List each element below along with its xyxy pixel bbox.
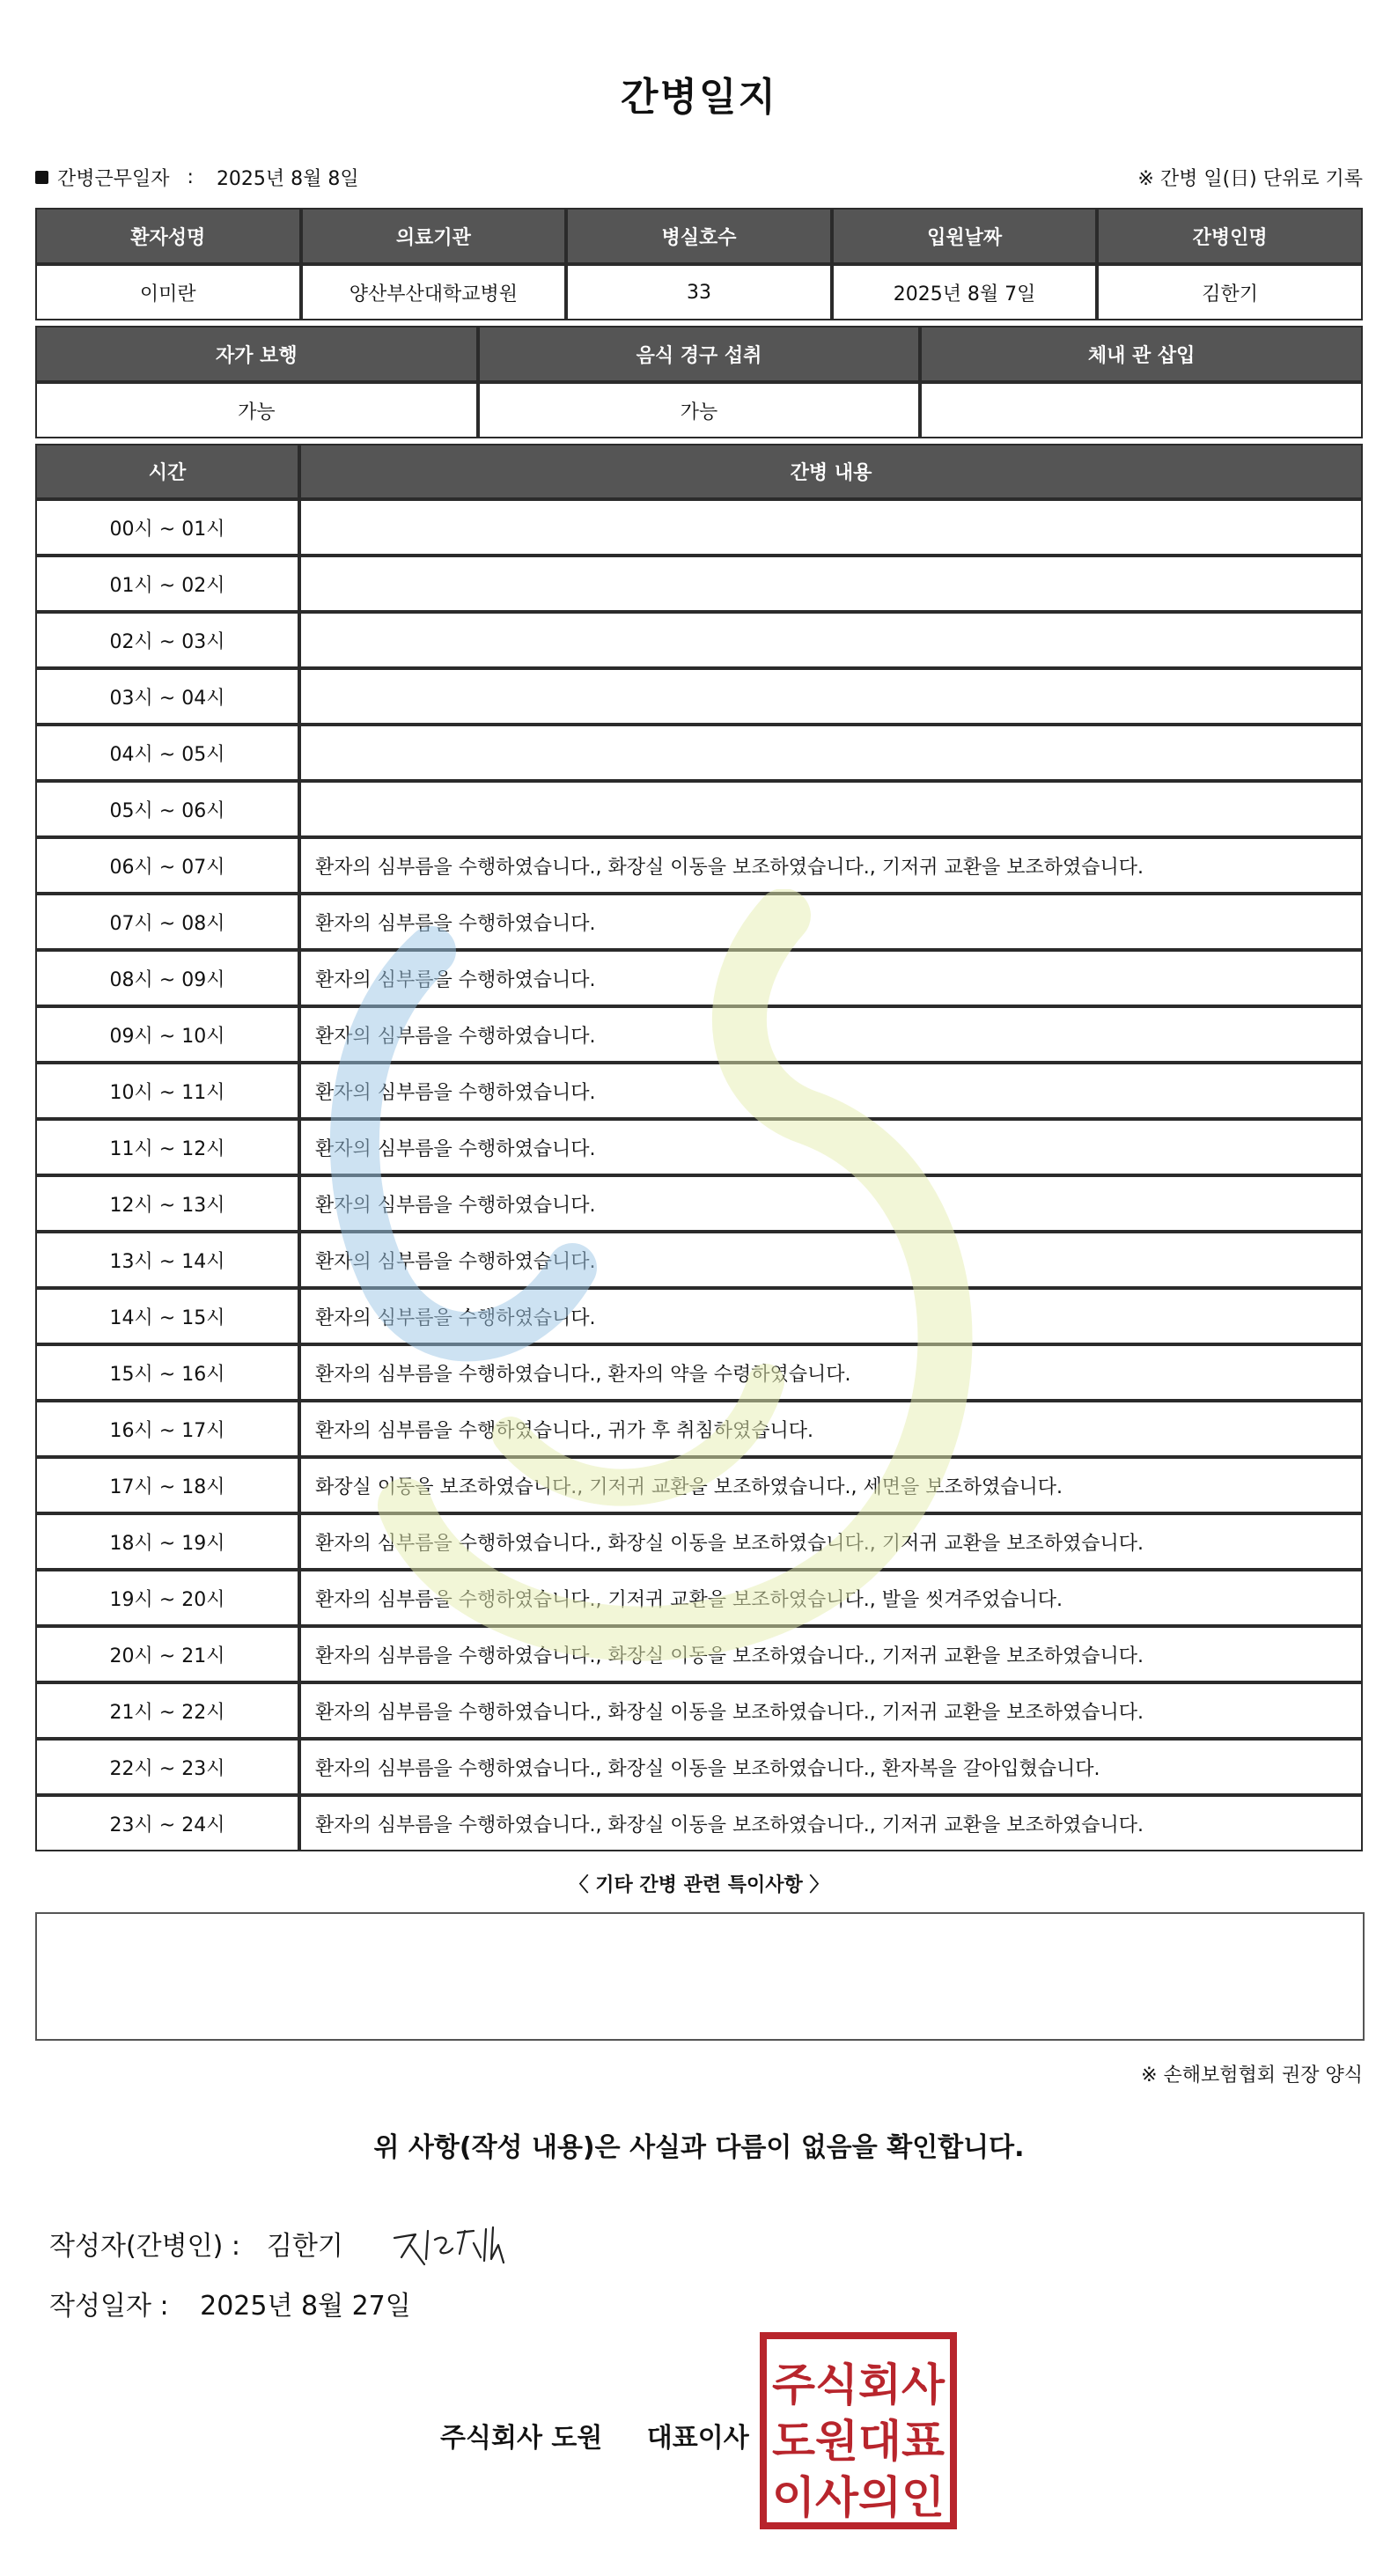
square-bullet-icon: [35, 171, 48, 184]
care-log-content: 환자의 심부름을 수행하였습니다., 화장실 이동을 보조하였습니다., 기저귀 교환을 보조하였습니다.: [299, 1682, 1363, 1739]
care-log-row: [35, 1457, 1363, 1513]
writer-name: 김한기: [266, 2231, 343, 2262]
care-log-time: 23시 ~ 24시: [35, 1795, 299, 1851]
company-seal: [759, 2331, 958, 2530]
care-log-time: 07시 ~ 08시: [35, 894, 299, 950]
company-signoff: [440, 2416, 749, 2455]
care-log-row: [35, 556, 1363, 612]
etc-notes-box: [35, 1912, 1365, 2041]
care-log-time: 06시 ~ 07시: [35, 837, 299, 894]
care-log-content: 환자의 심부름을 수행하였습니다.: [299, 1232, 1363, 1288]
company-name: 주식회사 도원: [440, 2423, 603, 2454]
seal-line-1: 주식회사: [772, 2359, 945, 2410]
care-log-time: 10시 ~ 11시: [35, 1063, 299, 1119]
work-date-colon: :: [187, 166, 194, 188]
care-log-row: [35, 1063, 1363, 1119]
caregiver-name: 김한기: [1097, 264, 1363, 320]
care-log-time: 16시 ~ 17시: [35, 1401, 299, 1457]
care-log-time: 13시 ~ 14시: [35, 1232, 299, 1288]
seal-line-3: 이사의인: [772, 2472, 945, 2523]
care-log-row: [35, 1795, 1363, 1851]
admission-date: 2025년 8월 7일: [832, 264, 1098, 320]
care-log-row: [35, 837, 1363, 894]
care-log-content: 환자의 심부름을 수행하였습니다.: [299, 1063, 1363, 1119]
patient-info-value-row: [35, 264, 1363, 320]
care-log-content: 환자의 심부름을 수행하였습니다.: [299, 894, 1363, 950]
care-log-content: 환자의 심부름을 수행하였습니다., 화장실 이동을 보조하였습니다., 기저귀 교환을 보조하였습니다.: [299, 837, 1363, 894]
care-log-time: 12시 ~ 13시: [35, 1175, 299, 1232]
care-log-row: [35, 1570, 1363, 1626]
care-log-time: 03시 ~ 04시: [35, 668, 299, 725]
care-log-time: 08시 ~ 09시: [35, 950, 299, 1006]
care-log-time: 20시 ~ 21시: [35, 1626, 299, 1682]
care-log-time: 04시 ~ 05시: [35, 725, 299, 781]
header-hospital: 의료기관: [301, 208, 567, 264]
care-log-row: [35, 1232, 1363, 1288]
recommended-form-note: ※ 손해보험협회 권장 양식: [1141, 2064, 1363, 2087]
writer-label: 작성자(간병인) :: [49, 2231, 240, 2262]
care-log-time: 15시 ~ 16시: [35, 1344, 299, 1401]
care-log-content: 환자의 심부름을 수행하였습니다., 기저귀 교환을 보조하였습니다., 발을 씻겨주었습니다.: [299, 1570, 1363, 1626]
header-patient-name: 환자성명: [35, 208, 301, 264]
write-date-row: [49, 2284, 411, 2322]
care-log-time: 18시 ~ 19시: [35, 1513, 299, 1570]
header-room: 병실호수: [566, 208, 832, 264]
care-log-time: 09시 ~ 10시: [35, 1006, 299, 1063]
tube-insertion-value: [920, 382, 1363, 438]
care-log-time: 21시 ~ 22시: [35, 1682, 299, 1739]
care-log-time: 01시 ~ 02시: [35, 556, 299, 612]
care-log-content: [299, 668, 1363, 725]
oral-intake-value: 가능: [478, 382, 921, 438]
self-walking-value: 가능: [35, 382, 478, 438]
care-log-row: [35, 781, 1363, 837]
patient-info-table: [35, 208, 1363, 320]
seal-line-2: 도원대표: [772, 2416, 945, 2467]
care-log-content: 환자의 심부름을 수행하였습니다.: [299, 950, 1363, 1006]
work-date-label: 간병근무일자: [57, 168, 170, 190]
care-log-header-row: [35, 444, 1363, 499]
write-date-label: 작성일자 :: [49, 2291, 169, 2322]
care-log-content: [299, 499, 1363, 556]
care-log-time: 14시 ~ 15시: [35, 1288, 299, 1344]
care-log-row: [35, 950, 1363, 1006]
care-log-table: [35, 444, 1363, 1851]
care-log-time: 22시 ~ 23시: [35, 1739, 299, 1795]
header-self-walking: 자가 보행: [35, 326, 478, 382]
header-caregiver-name: 간병인명: [1097, 208, 1363, 264]
care-log-row: [35, 1344, 1363, 1401]
work-date-value: 2025년 8월 8일: [216, 168, 359, 190]
etc-section-title: 〈 기타 간병 관련 특이사항 〉: [569, 1874, 829, 1896]
care-log-content: 환자의 심부름을 수행하였습니다., 화장실 이동을 보조하였습니다., 기저귀 교환을 보조하였습니다.: [299, 1626, 1363, 1682]
header-time: 시간: [35, 444, 299, 499]
care-log-row: [35, 499, 1363, 556]
care-log-content: 환자의 심부름을 수행하였습니다.: [299, 1119, 1363, 1175]
header-oral-intake: 음식 경구 섭취: [478, 326, 921, 382]
care-log-content: 환자의 심부름을 수행하였습니다., 화장실 이동을 보조하였습니다., 환자복을 갈아입혔습니다.: [299, 1739, 1363, 1795]
write-date-value: 2025년 8월 27일: [200, 2291, 411, 2322]
signature-image: [389, 2219, 521, 2268]
care-log-time: 05시 ~ 06시: [35, 781, 299, 837]
care-log-content: 환자의 심부름을 수행하였습니다.: [299, 1006, 1363, 1063]
care-log-content: 환자의 심부름을 수행하였습니다., 화장실 이동을 보조하였습니다., 기저귀 교환을 보조하였습니다.: [299, 1513, 1363, 1570]
care-log-time: 02시 ~ 03시: [35, 612, 299, 668]
care-log-time: 17시 ~ 18시: [35, 1457, 299, 1513]
care-log-row: [35, 1006, 1363, 1063]
care-log-content: 화장실 이동을 보조하였습니다., 기저귀 교환을 보조하였습니다., 세면을 보조하였습니다.: [299, 1457, 1363, 1513]
care-log-row: [35, 612, 1363, 668]
care-log-row: [35, 1739, 1363, 1795]
care-log-row: [35, 1401, 1363, 1457]
care-log-row: [35, 668, 1363, 725]
hospital-name: 양산부산대학교병원: [301, 264, 567, 320]
confirmation-statement: 위 사항(작성 내용)은 사실과 다름이 없음을 확인합니다.: [373, 2132, 1025, 2163]
writer-row: [49, 2219, 521, 2268]
care-log-row: [35, 725, 1363, 781]
care-log-row: [35, 1682, 1363, 1739]
work-date: [35, 164, 359, 191]
header-admission-date: 입원날짜: [832, 208, 1098, 264]
patient-name: 이미란: [35, 264, 301, 320]
representative-title: 대표이사: [646, 2423, 749, 2454]
care-log-row: [35, 1288, 1363, 1344]
header-tube-insertion: 체내 관 삽입: [920, 326, 1363, 382]
care-log-content: 환자의 심부름을 수행하였습니다., 화장실 이동을 보조하였습니다., 기저귀 교환을 보조하였습니다.: [299, 1795, 1363, 1851]
care-log-content: [299, 725, 1363, 781]
care-log-row: [35, 1175, 1363, 1232]
patient-info-header-row: [35, 208, 1363, 264]
status-header-row: [35, 326, 1363, 382]
header-care-content: 간병 내용: [299, 444, 1363, 499]
room-number: 33: [566, 264, 832, 320]
care-log-row: [35, 1513, 1363, 1570]
care-log-time: 00시 ~ 01시: [35, 499, 299, 556]
work-date-row: [35, 164, 1363, 192]
record-note: ※ 간병 일(日) 단위로 기록: [1137, 168, 1363, 190]
care-log-content: 환자의 심부름을 수행하였습니다., 환자의 약을 수령하였습니다.: [299, 1344, 1363, 1401]
care-log-content: [299, 556, 1363, 612]
care-log-content: [299, 781, 1363, 837]
care-log-row: [35, 1626, 1363, 1682]
care-log-row: [35, 894, 1363, 950]
care-log-content: 환자의 심부름을 수행하였습니다., 귀가 후 취침하였습니다.: [299, 1401, 1363, 1457]
care-log-row: [35, 1119, 1363, 1175]
care-log-content: 환자의 심부름을 수행하였습니다.: [299, 1288, 1363, 1344]
page-title: 간병일지: [620, 75, 777, 120]
care-log-body: [35, 499, 1363, 1851]
care-log-time: 11시 ~ 12시: [35, 1119, 299, 1175]
care-log-time: 19시 ~ 20시: [35, 1570, 299, 1626]
status-value-row: [35, 382, 1363, 438]
patient-status-table: [35, 326, 1363, 438]
care-log-content: 환자의 심부름을 수행하였습니다.: [299, 1175, 1363, 1232]
care-log-content: [299, 612, 1363, 668]
